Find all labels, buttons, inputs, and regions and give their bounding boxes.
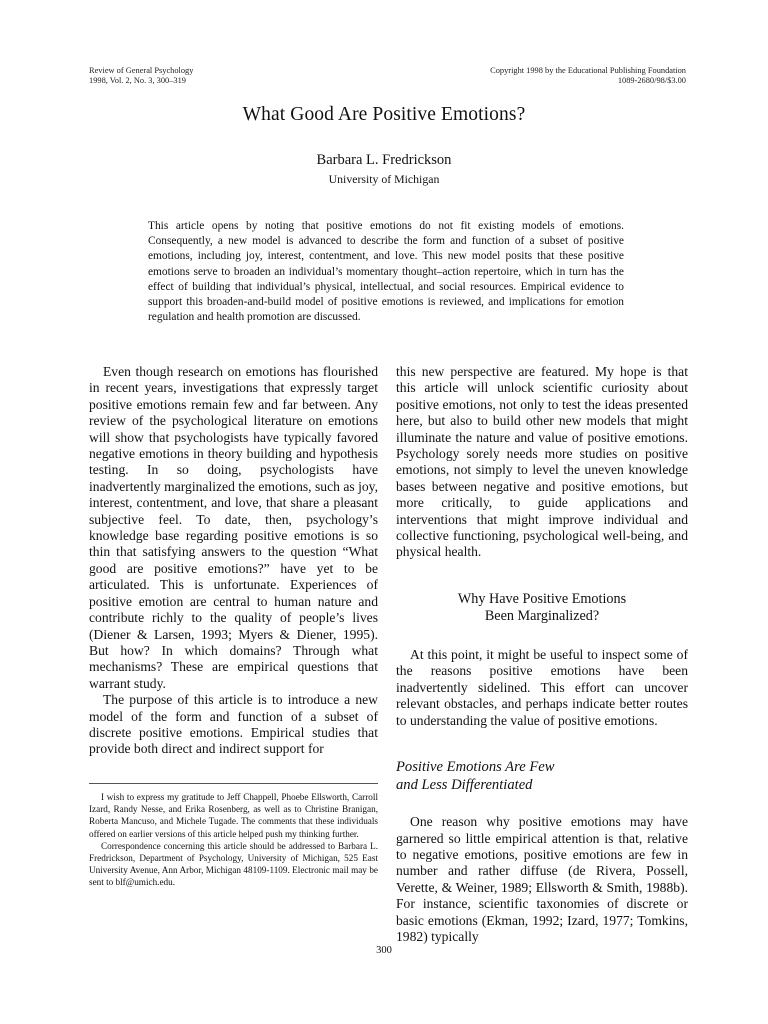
section-heading — [396, 591, 688, 625]
price-code: 1089-2680/98/$3.00 — [617, 76, 686, 85]
subsection-heading-line: and Less Differentiated — [396, 776, 533, 793]
author-affiliation: University of Michigan — [328, 172, 440, 186]
footnote-divider — [89, 783, 378, 784]
body-column-left — [89, 364, 378, 774]
body-paragraph: this new perspective are featured. My hope is that this article will unlock scientific curiosity about positive emotions, not only to test the ideas presented here, but also to build other new models that might illuminate the nature and value of positive emotions. Psychology sorely needs more studies on positive emotions, not simply to level the uneven knowledge bases between negative and positive emotions, but more critically, to guide applications and interventions that might improve individual and collective functioning, psychological well-being, and physical health. — [396, 364, 688, 560]
abstract: This article opens by noting that positive emotions do not fit existing models of emotions. Consequently, a new model is advanced to describe the form and function of a subset of positive emotions, including joy, interest, contentment, and love. This new model posits that these positive emotions serve to broaden an individual’s momentary thought–action repertoire, which in turn has the effect of building that individual’s physical, intellectual, and social resources. Empirical evidence to support this broaden-and-build model of positive emotions is reviewed, and implications for emotion regulation and health promotion are discussed. — [148, 220, 624, 324]
body-column-right — [396, 364, 688, 945]
journal-name: Review of General Psychology — [89, 66, 194, 75]
section-heading-line: Why Have Positive Emotions — [457, 590, 627, 607]
body-paragraph: At this point, it might be useful to inspect some of the reasons positive emotions have been inadvertently sidelined. This effort can uncover relevant obstacles, and perhaps indicate better routes to understanding the value of positive emotions. — [396, 646, 688, 728]
footnotes — [89, 791, 378, 889]
article-title: What Good Are Positive Emotions? — [242, 104, 526, 125]
author-name: Barbara L. Fredrickson — [316, 152, 452, 168]
journal-header — [89, 66, 193, 86]
body-paragraph: Even though research on emotions has flourished in recent years, investigations that expressly target positive emotions remain few and far between. Any review of the psychological literature on emotions will show that psychologists have typically favored negative emotions in theory building and hypothesis testing. In so doing, psychologists have inadvertently marginalized the emotions, such as joy, interest, contentment, and love, that share a pleasant subjective feel. To date, then, psychology’s knowledge base regarding positive emotions is so thin that satisfying answers to the question “What good are positive emotions?” have yet to be articulated. This is unfortunate. Experiences of positive emotion are central to human nature and contribute richly to the quality of people’s lives (Diener & Larsen, 1993; Myers & Diener, 1995). But how? In which domains? Through what mechanisms? These are empirical questions that warrant study. — [89, 364, 378, 691]
copyright-header — [490, 66, 686, 86]
subsection-heading — [396, 759, 688, 794]
copyright-line: Copyright 1998 by the Educational Publishing Foundation — [490, 66, 686, 75]
footnote-correspondence: Correspondence concerning this article should be addressed to Barbara L. Fredrickson, Department of Psychology, University of Michigan, 525 East University Avenue, Ann Arbor, Michigan 48109-1109. Electronic mail may be sent to blf@umich.edu. — [89, 840, 378, 888]
section-heading-line: Been Marginalized? — [484, 607, 600, 624]
body-paragraph: One reason why positive emotions may have garnered so little empirical attention is that, relative to negative emotions, positive emotions are few in number and rather diffuse (de Rivera, Possell, Verette, & Weiner, 1989; Ellsworth & Smith, 1988b). For instance, scientific taxonomies of discrete or basic emotions (Ekman, 1992; Izard, 1977; Tomkins, 1982) typically — [396, 814, 688, 944]
subsection-heading-line: Positive Emotions Are Few — [396, 758, 555, 775]
footnote-acknowledgment: I wish to express my gratitude to Jeff Chappell, Phoebe Ellsworth, Carroll Izard, Randy Nesse, and Erika Rosenberg, as well as to Christine Branigan, Roberta Mancuso, and Michele Tugade. The comments that these individuals offered on earlier versions of this article helped push my thinking further. — [89, 792, 378, 839]
journal-citation: 1998, Vol. 2, No. 3, 300–319 — [89, 76, 186, 85]
page-number: 300 — [376, 945, 392, 956]
body-paragraph: The purpose of this article is to introduce a new model of the form and function of a subset of discrete positive emotions. Empirical studies that provide both direct and indirect support for — [89, 692, 378, 757]
